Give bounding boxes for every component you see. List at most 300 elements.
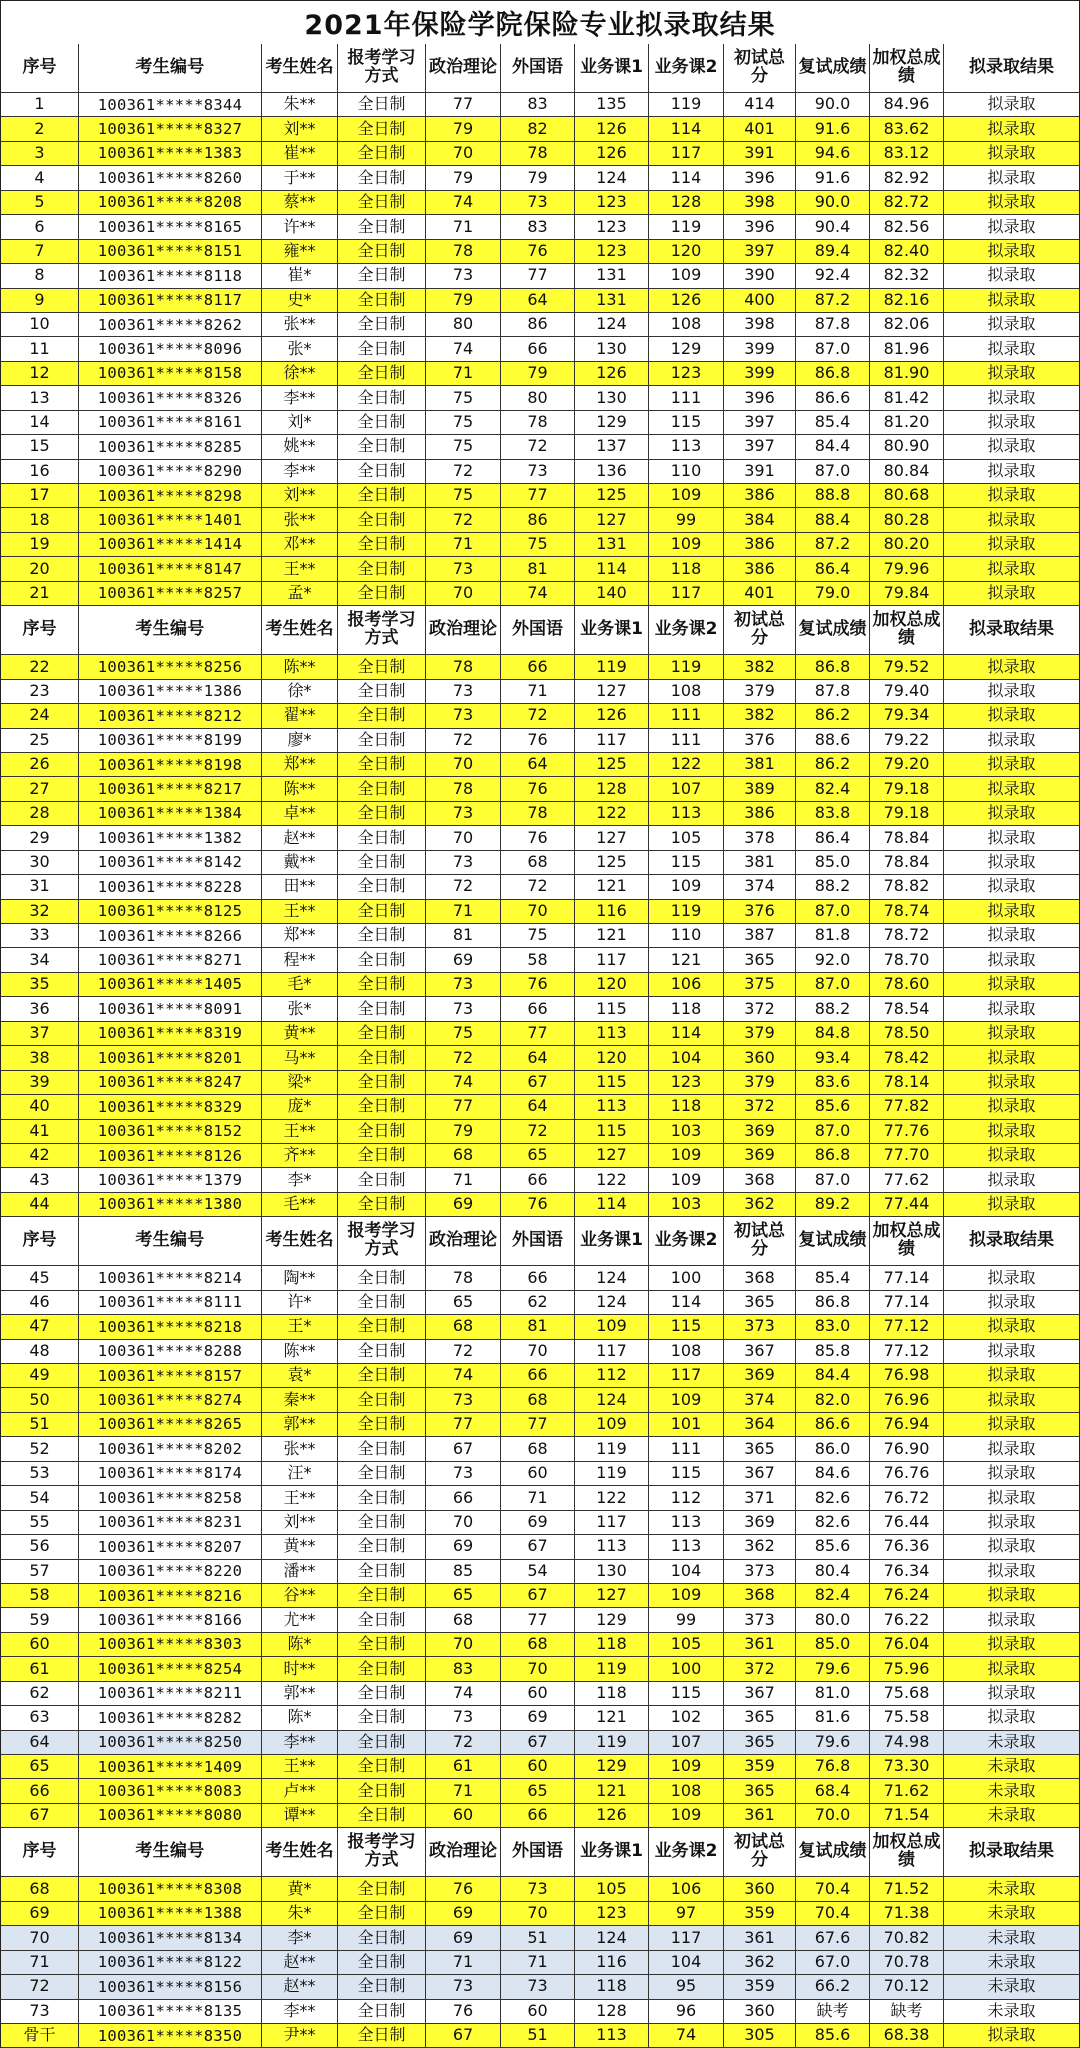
cell-weighted-total: 78.74 — [870, 900, 944, 924]
cell-subject2-score: 104 — [649, 1560, 724, 1584]
cell-candidate-id: 100361*****8091 — [79, 997, 262, 1021]
cell-weighted-total: 77.12 — [870, 1315, 944, 1339]
cell-subject1-score: 113 — [575, 1535, 649, 1559]
cell-candidate-id: 100361*****8211 — [79, 1682, 262, 1706]
cell-subject2-score: 111 — [649, 386, 724, 410]
cell-politics-score: 72 — [426, 875, 501, 899]
cell-admission-result: 拟录取 — [944, 997, 1080, 1021]
cell-study-mode: 全日制 — [338, 215, 426, 239]
header-prelim-total: 初试总分 — [724, 1828, 796, 1877]
cell-study-mode: 全日制 — [338, 337, 426, 361]
cell-seq: 22 — [0, 655, 79, 679]
cell-politics-score: 85 — [426, 1560, 501, 1584]
cell-politics-score: 73 — [426, 557, 501, 581]
cell-subject1-score: 121 — [575, 1706, 649, 1730]
cell-weighted-total: 77.76 — [870, 1120, 944, 1144]
table-row — [0, 1975, 1080, 1999]
cell-retest-score: 88.2 — [796, 875, 870, 899]
table-row — [0, 386, 1080, 410]
cell-study-mode: 全日制 — [338, 93, 426, 117]
header-foreign-language-score: 外国语 — [501, 1828, 575, 1877]
cell-seq: 61 — [0, 1657, 79, 1681]
cell-prelim-total: 368 — [724, 1266, 796, 1290]
cell-candidate-id: 100361*****8201 — [79, 1046, 262, 1070]
cell-study-mode: 全日制 — [338, 1682, 426, 1706]
cell-retest-score: 67.6 — [796, 1926, 870, 1950]
cell-subject1-score: 127 — [575, 508, 649, 532]
table-row — [0, 704, 1080, 728]
cell-retest-score: 86.2 — [796, 753, 870, 777]
cell-seq: 15 — [0, 435, 79, 459]
cell-candidate-id: 100361*****8290 — [79, 460, 262, 484]
cell-admission-result: 拟录取 — [944, 900, 1080, 924]
cell-retest-score: 85.6 — [796, 1535, 870, 1559]
cell-weighted-total: 76.76 — [870, 1462, 944, 1486]
cell-subject2-score: 123 — [649, 1071, 724, 1095]
cell-subject1-score: 114 — [575, 557, 649, 581]
cell-seq: 41 — [0, 1120, 79, 1144]
cell-retest-score: 89.4 — [796, 240, 870, 264]
table-row — [0, 1902, 1080, 1926]
cell-retest-score: 89.2 — [796, 1193, 870, 1217]
cell-seq: 68 — [0, 1877, 79, 1901]
cell-retest-score: 85.0 — [796, 1633, 870, 1657]
cell-subject2-score: 111 — [649, 1437, 724, 1461]
cell-politics-score: 60 — [426, 1804, 501, 1828]
header-study-mode: 报考学习方式 — [338, 606, 426, 655]
cell-weighted-total: 78.14 — [870, 1071, 944, 1095]
cell-seq: 48 — [0, 1340, 79, 1364]
cell-subject1-score: 131 — [575, 264, 649, 288]
cell-admission-result: 拟录取 — [944, 1364, 1080, 1388]
cell-candidate-name: 毛* — [262, 973, 338, 997]
cell-candidate-name: 袁* — [262, 1364, 338, 1388]
cell-politics-score: 71 — [426, 1168, 501, 1192]
cell-candidate-id: 100361*****8166 — [79, 1608, 262, 1632]
cell-admission-result: 拟录取 — [944, 851, 1080, 875]
table-row — [0, 1437, 1080, 1461]
cell-subject1-score: 126 — [575, 362, 649, 386]
cell-seq: 39 — [0, 1071, 79, 1095]
header-admission-result: 拟录取结果 — [944, 44, 1080, 93]
cell-politics-score: 69 — [426, 948, 501, 972]
cell-prelim-total: 384 — [724, 508, 796, 532]
cell-subject2-score: 101 — [649, 1413, 724, 1437]
cell-politics-score: 69 — [426, 1193, 501, 1217]
cell-subject2-score: 109 — [649, 1168, 724, 1192]
cell-weighted-total: 79.96 — [870, 557, 944, 581]
cell-politics-score: 79 — [426, 117, 501, 141]
cell-weighted-total: 75.96 — [870, 1657, 944, 1681]
cell-study-mode: 全日制 — [338, 557, 426, 581]
cell-candidate-name: 王** — [262, 1486, 338, 1510]
cell-foreign-language-score: 69 — [501, 1511, 575, 1535]
cell-candidate-id: 100361*****8256 — [79, 655, 262, 679]
cell-candidate-name: 田** — [262, 875, 338, 899]
cell-candidate-id: 100361*****8199 — [79, 729, 262, 753]
cell-weighted-total: 71.52 — [870, 1877, 944, 1901]
cell-prelim-total: 386 — [724, 557, 796, 581]
cell-politics-score: 70 — [426, 826, 501, 850]
cell-candidate-id: 100361*****1379 — [79, 1168, 262, 1192]
cell-subject2-score: 128 — [649, 191, 724, 215]
cell-admission-result: 拟录取 — [944, 924, 1080, 948]
cell-admission-result: 拟录取 — [944, 508, 1080, 532]
cell-subject1-score: 122 — [575, 1168, 649, 1192]
header-study-mode: 报考学习方式 — [338, 44, 426, 93]
cell-candidate-name: 朱* — [262, 1902, 338, 1926]
cell-foreign-language-score: 62 — [501, 1291, 575, 1315]
header-subject2-score: 业务课2 — [649, 1828, 724, 1877]
cell-study-mode: 全日制 — [338, 1926, 426, 1950]
cell-subject2-score: 103 — [649, 1193, 724, 1217]
cell-candidate-name: 郭** — [262, 1413, 338, 1437]
cell-prelim-total: 375 — [724, 973, 796, 997]
cell-retest-score: 79.0 — [796, 582, 870, 606]
cell-prelim-total: 399 — [724, 362, 796, 386]
cell-politics-score: 75 — [426, 1022, 501, 1046]
cell-prelim-total: 382 — [724, 655, 796, 679]
header-candidate-id: 考生编号 — [79, 1828, 262, 1877]
cell-seq: 20 — [0, 557, 79, 581]
cell-retest-score: 87.8 — [796, 313, 870, 337]
cell-subject1-score: 125 — [575, 851, 649, 875]
cell-study-mode: 全日制 — [338, 680, 426, 704]
cell-seq: 43 — [0, 1168, 79, 1192]
cell-admission-result: 拟录取 — [944, 1633, 1080, 1657]
table-header-row — [0, 44, 1080, 93]
cell-study-mode: 全日制 — [338, 875, 426, 899]
cell-prelim-total: 372 — [724, 1657, 796, 1681]
table-row — [0, 851, 1080, 875]
table-row — [0, 1364, 1080, 1388]
cell-admission-result: 未录取 — [944, 1902, 1080, 1926]
cell-study-mode: 全日制 — [338, 2000, 426, 2024]
cell-politics-score: 73 — [426, 680, 501, 704]
cell-subject1-score: 116 — [575, 900, 649, 924]
cell-seq: 28 — [0, 802, 79, 826]
cell-retest-score: 88.4 — [796, 508, 870, 532]
cell-admission-result: 拟录取 — [944, 533, 1080, 557]
cell-admission-result: 拟录取 — [944, 1095, 1080, 1119]
table-row — [0, 973, 1080, 997]
cell-prelim-total: 371 — [724, 1486, 796, 1510]
cell-weighted-total: 70.78 — [870, 1951, 944, 1975]
cell-politics-score: 79 — [426, 289, 501, 313]
header-weighted-total: 加权总成绩 — [870, 44, 944, 93]
cell-seq: 26 — [0, 753, 79, 777]
cell-study-mode: 全日制 — [338, 753, 426, 777]
cell-subject2-score: 100 — [649, 1266, 724, 1290]
cell-politics-score: 68 — [426, 1315, 501, 1339]
cell-weighted-total: 80.90 — [870, 435, 944, 459]
cell-candidate-name: 张* — [262, 997, 338, 1021]
cell-politics-score: 73 — [426, 704, 501, 728]
cell-subject1-score: 127 — [575, 826, 649, 850]
cell-subject1-score: 115 — [575, 1071, 649, 1095]
cell-foreign-language-score: 75 — [501, 924, 575, 948]
cell-study-mode: 全日制 — [338, 1804, 426, 1828]
cell-subject2-score: 121 — [649, 948, 724, 972]
cell-seq: 72 — [0, 1975, 79, 1999]
cell-subject2-score: 115 — [649, 1682, 724, 1706]
cell-subject1-score: 122 — [575, 1486, 649, 1510]
cell-weighted-total: 78.54 — [870, 997, 944, 1021]
cell-weighted-total: 77.12 — [870, 1340, 944, 1364]
cell-subject2-score: 120 — [649, 240, 724, 264]
cell-subject1-score: 119 — [575, 1462, 649, 1486]
table-row — [0, 2000, 1080, 2024]
table-row — [0, 117, 1080, 141]
cell-politics-score: 73 — [426, 1706, 501, 1730]
cell-foreign-language-score: 76 — [501, 777, 575, 801]
cell-study-mode: 全日制 — [338, 386, 426, 410]
cell-foreign-language-score: 65 — [501, 1779, 575, 1803]
cell-foreign-language-score: 76 — [501, 826, 575, 850]
cell-retest-score: 87.0 — [796, 900, 870, 924]
cell-subject2-score: 108 — [649, 313, 724, 337]
cell-prelim-total: 379 — [724, 680, 796, 704]
cell-seq: 52 — [0, 1437, 79, 1461]
cell-retest-score: 84.4 — [796, 435, 870, 459]
cell-foreign-language-score: 51 — [501, 2024, 575, 2048]
cell-candidate-id: 100361*****8198 — [79, 753, 262, 777]
cell-retest-score: 82.4 — [796, 777, 870, 801]
cell-candidate-id: 100361*****1388 — [79, 1902, 262, 1926]
cell-weighted-total: 79.84 — [870, 582, 944, 606]
cell-subject2-score: 109 — [649, 1804, 724, 1828]
cell-retest-score: 85.0 — [796, 851, 870, 875]
cell-subject2-score: 109 — [649, 1755, 724, 1779]
header-prelim-total: 初试总分 — [724, 606, 796, 655]
cell-foreign-language-score: 72 — [501, 704, 575, 728]
cell-subject1-score: 124 — [575, 313, 649, 337]
cell-study-mode: 全日制 — [338, 2024, 426, 2048]
cell-candidate-id: 100361*****8125 — [79, 900, 262, 924]
cell-candidate-name: 孟* — [262, 582, 338, 606]
cell-candidate-name: 王** — [262, 900, 338, 924]
cell-foreign-language-score: 72 — [501, 875, 575, 899]
cell-subject2-score: 107 — [649, 1731, 724, 1755]
cell-retest-score: 86.8 — [796, 362, 870, 386]
cell-seq: 45 — [0, 1266, 79, 1290]
cell-foreign-language-score: 76 — [501, 729, 575, 753]
cell-candidate-name: 张* — [262, 337, 338, 361]
cell-study-mode: 全日制 — [338, 948, 426, 972]
table-row — [0, 997, 1080, 1021]
cell-candidate-name: 尤** — [262, 1608, 338, 1632]
cell-study-mode: 全日制 — [338, 313, 426, 337]
cell-admission-result: 拟录取 — [944, 1340, 1080, 1364]
cell-weighted-total: 80.68 — [870, 484, 944, 508]
cell-prelim-total: 397 — [724, 435, 796, 459]
cell-politics-score: 77 — [426, 1413, 501, 1437]
cell-retest-score: 86.8 — [796, 655, 870, 679]
cell-subject2-score: 109 — [649, 484, 724, 508]
cell-admission-result: 拟录取 — [944, 1168, 1080, 1192]
cell-weighted-total: 82.92 — [870, 166, 944, 190]
cell-weighted-total: 81.90 — [870, 362, 944, 386]
cell-candidate-name: 刘** — [262, 117, 338, 141]
cell-politics-score: 75 — [426, 411, 501, 435]
cell-prelim-total: 365 — [724, 948, 796, 972]
table-row — [0, 1340, 1080, 1364]
cell-prelim-total: 386 — [724, 484, 796, 508]
cell-study-mode: 全日制 — [338, 1755, 426, 1779]
header-weighted-total: 加权总成绩 — [870, 1828, 944, 1877]
cell-study-mode: 全日制 — [338, 1315, 426, 1339]
cell-subject1-score: 140 — [575, 582, 649, 606]
cell-candidate-name: 王* — [262, 1315, 338, 1339]
cell-subject2-score: 103 — [649, 1120, 724, 1144]
header-weighted-total: 加权总成绩 — [870, 606, 944, 655]
cell-candidate-id: 100361*****8216 — [79, 1584, 262, 1608]
cell-candidate-name: 卓** — [262, 802, 338, 826]
cell-subject1-score: 120 — [575, 973, 649, 997]
cell-candidate-id: 100361*****8174 — [79, 1462, 262, 1486]
cell-candidate-id: 100361*****8329 — [79, 1095, 262, 1119]
table-row — [0, 1608, 1080, 1632]
cell-prelim-total: 368 — [724, 1168, 796, 1192]
header-seq: 序号 — [0, 1217, 79, 1266]
table-row — [0, 1535, 1080, 1559]
cell-candidate-id: 100361*****8308 — [79, 1877, 262, 1901]
table-row — [0, 948, 1080, 972]
cell-weighted-total: 76.44 — [870, 1511, 944, 1535]
cell-retest-score: 92.4 — [796, 264, 870, 288]
cell-seq: 67 — [0, 1804, 79, 1828]
table-row — [0, 313, 1080, 337]
cell-candidate-id: 100361*****8254 — [79, 1657, 262, 1681]
table-row — [0, 1682, 1080, 1706]
cell-foreign-language-score: 58 — [501, 948, 575, 972]
table-row — [0, 557, 1080, 581]
cell-admission-result: 未录取 — [944, 1951, 1080, 1975]
cell-seq: 8 — [0, 264, 79, 288]
cell-foreign-language-score: 82 — [501, 117, 575, 141]
cell-study-mode: 全日制 — [338, 1560, 426, 1584]
cell-study-mode: 全日制 — [338, 362, 426, 386]
cell-subject1-score: 117 — [575, 729, 649, 753]
cell-retest-score: 81.0 — [796, 1682, 870, 1706]
cell-admission-result: 拟录取 — [944, 973, 1080, 997]
cell-subject1-score: 118 — [575, 1682, 649, 1706]
cell-candidate-name: 翟** — [262, 704, 338, 728]
cell-politics-score: 81 — [426, 924, 501, 948]
table-row — [0, 1633, 1080, 1657]
cell-weighted-total: 78.82 — [870, 875, 944, 899]
cell-politics-score: 78 — [426, 240, 501, 264]
cell-study-mode: 全日制 — [338, 1144, 426, 1168]
cell-candidate-id: 100361*****1384 — [79, 802, 262, 826]
header-politics-score: 政治理论 — [426, 606, 501, 655]
cell-seq: 18 — [0, 508, 79, 532]
cell-candidate-name: 马** — [262, 1046, 338, 1070]
cell-candidate-id: 100361*****8156 — [79, 1975, 262, 1999]
header-retest-score: 复试成绩 — [796, 1217, 870, 1266]
table-row — [0, 289, 1080, 313]
cell-candidate-id: 100361*****8111 — [79, 1291, 262, 1315]
cell-politics-score: 72 — [426, 729, 501, 753]
cell-seq: 69 — [0, 1902, 79, 1926]
cell-weighted-total: 76.72 — [870, 1486, 944, 1510]
cell-subject1-score: 137 — [575, 435, 649, 459]
cell-foreign-language-score: 67 — [501, 1731, 575, 1755]
cell-seq: 44 — [0, 1193, 79, 1217]
cell-candidate-id: 100361*****8319 — [79, 1022, 262, 1046]
cell-subject1-score: 126 — [575, 704, 649, 728]
cell-seq: 23 — [0, 680, 79, 704]
header-prelim-total: 初试总分 — [724, 1217, 796, 1266]
cell-weighted-total: 76.22 — [870, 1608, 944, 1632]
cell-seq: 33 — [0, 924, 79, 948]
cell-study-mode: 全日制 — [338, 1095, 426, 1119]
cell-foreign-language-score: 81 — [501, 1315, 575, 1339]
cell-subject2-score: 122 — [649, 753, 724, 777]
cell-subject1-score: 119 — [575, 1657, 649, 1681]
cell-candidate-name: 程** — [262, 948, 338, 972]
cell-seq: 70 — [0, 1926, 79, 1950]
cell-subject1-score: 123 — [575, 1902, 649, 1926]
cell-candidate-name: 王** — [262, 1120, 338, 1144]
cell-candidate-name: 庞* — [262, 1095, 338, 1119]
header-study-mode: 报考学习方式 — [338, 1217, 426, 1266]
cell-retest-score: 87.8 — [796, 680, 870, 704]
header-subject1-score: 业务课1 — [575, 44, 649, 93]
cell-candidate-name: 李** — [262, 1731, 338, 1755]
cell-study-mode: 全日制 — [338, 777, 426, 801]
cell-candidate-name: 谭** — [262, 1804, 338, 1828]
cell-seq: 17 — [0, 484, 79, 508]
cell-study-mode: 全日制 — [338, 1902, 426, 1926]
cell-seq: 60 — [0, 1633, 79, 1657]
cell-retest-score: 88.8 — [796, 484, 870, 508]
cell-subject2-score: 119 — [649, 655, 724, 679]
cell-weighted-total: 74.98 — [870, 1731, 944, 1755]
cell-seq: 56 — [0, 1535, 79, 1559]
cell-subject2-score: 114 — [649, 166, 724, 190]
cell-foreign-language-score: 72 — [501, 435, 575, 459]
cell-subject1-score: 113 — [575, 1022, 649, 1046]
cell-weighted-total: 71.54 — [870, 1804, 944, 1828]
cell-study-mode: 全日制 — [338, 289, 426, 313]
cell-foreign-language-score: 68 — [501, 1388, 575, 1412]
cell-admission-result: 未录取 — [944, 2000, 1080, 2024]
header-subject2-score: 业务课2 — [649, 1217, 724, 1266]
cell-subject1-score: 131 — [575, 533, 649, 557]
cell-subject2-score: 118 — [649, 557, 724, 581]
cell-retest-score: 70.0 — [796, 1804, 870, 1828]
cell-subject1-score: 136 — [575, 460, 649, 484]
cell-admission-result: 拟录取 — [944, 215, 1080, 239]
table-header-row — [0, 606, 1080, 655]
cell-subject2-score: 106 — [649, 973, 724, 997]
cell-retest-score: 91.6 — [796, 117, 870, 141]
cell-candidate-id: 100361*****1414 — [79, 533, 262, 557]
cell-subject1-score: 109 — [575, 1413, 649, 1437]
cell-prelim-total: 414 — [724, 93, 796, 117]
cell-admission-result: 拟录取 — [944, 802, 1080, 826]
cell-weighted-total: 78.72 — [870, 924, 944, 948]
table-row — [0, 435, 1080, 459]
cell-prelim-total: 397 — [724, 411, 796, 435]
cell-weighted-total: 84.96 — [870, 93, 944, 117]
cell-candidate-name: 赵** — [262, 1975, 338, 1999]
cell-weighted-total: 77.62 — [870, 1168, 944, 1192]
cell-candidate-id: 100361*****8096 — [79, 337, 262, 361]
table-row — [0, 924, 1080, 948]
cell-candidate-id: 100361*****8157 — [79, 1364, 262, 1388]
